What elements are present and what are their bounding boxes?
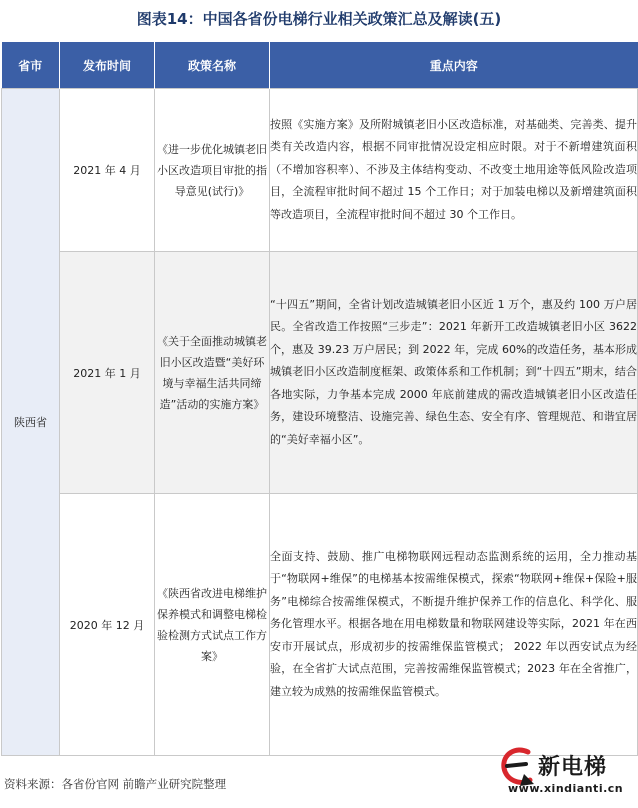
table-row [2, 252, 638, 494]
date-cell: 2020 年 12 月 [60, 494, 155, 756]
brand-logo [498, 744, 634, 804]
policy-name-cell: 《进一步优化城镇老旧小区改造项目审批的指导意见(试行)》 [155, 89, 270, 252]
province-cell: 陕西省 [2, 89, 60, 756]
policy-name-cell: 《关于全面推动城镇老旧小区改造暨“美好环境与幸福生活共同缔造”活动的实施方案》 [155, 252, 270, 494]
page-title: 图表14：中国各省份电梯行业相关政策汇总及解读(五) [136, 10, 502, 28]
header-key-content: 重点内容 [270, 42, 638, 89]
logo-domain: www.xindianti.cn [508, 782, 624, 795]
table-row [2, 494, 638, 756]
header-date: 发布时间 [60, 42, 155, 89]
date-cell: 2021 年 1 月 [60, 252, 155, 494]
logo-name: 新电梯 [538, 755, 608, 780]
header-policy-name: 政策名称 [155, 42, 270, 89]
key-content-cell: “十四五”期间，全省计划改造城镇老旧小区近 1 万个，惠及约 100 万户居民。全省改造工作按照“三步走”：2021 年新开工改造城镇老旧小区 3622 个，惠及 39.23 万户居民；到 2022 年，完成 60%的改造任务，基本形成城镇老旧小区改造制度框架、政策体系和工作机制；到“十四五”期末，结合各地实际，力争基本完成 2000 年底前建成的需改造城镇老旧小区改造任务，建设环境整洁、设施完善、绿色生态、安全有序、管理规范、和谐宜居的“美好幸福小区”。 [270, 252, 638, 494]
key-content-cell: 全面支持、鼓励、推广电梯物联网远程动态监测系统的运用，全力推动基于“物联网+维保”的电梯基本按需维保模式，探索“物联网+维保+保险+服务”电梯综合按需维保模式，不断提升维护保养工作的信息化、科学化、服务化管理水平。根据各地在用电梯数量和物联网建设等实际，2021 年在西安市开展试点，形成初步的按需维保监管模式； 2022 年以西安试点为经验，在全省扩大试点范围，完善按需维保监管模式；2023 年在全省推广，建立较为成熟的按需维保监管模式。 [270, 494, 638, 756]
key-content-cell: 按照《实施方案》及所附城镇老旧小区改造标准，对基础类、完善类、提升类有关改造内容，根据不同审批情况设定相应时限。对于不新增建筑面积（不增加容积率）、不涉及主体结构变动、不改变土地用途等低风险改造项目，全流程审批时间不超过 15 个工作日；对于加装电梯以及新增建筑面积等改造项目，全流程审批时间不超过 30 个工作日。 [270, 89, 638, 252]
policy-name-cell: 《陕西省改进电梯维护保养模式和调整电梯检验检测方式试点工作方案》 [155, 494, 270, 756]
policy-table [1, 42, 638, 756]
header-province: 省市 [2, 42, 60, 89]
table-row [2, 89, 638, 252]
source-note: 资料来源：各省份官网 前瞻产业研究院整理 [4, 777, 227, 791]
date-cell: 2021 年 4 月 [60, 89, 155, 252]
table-header-row [2, 42, 638, 89]
